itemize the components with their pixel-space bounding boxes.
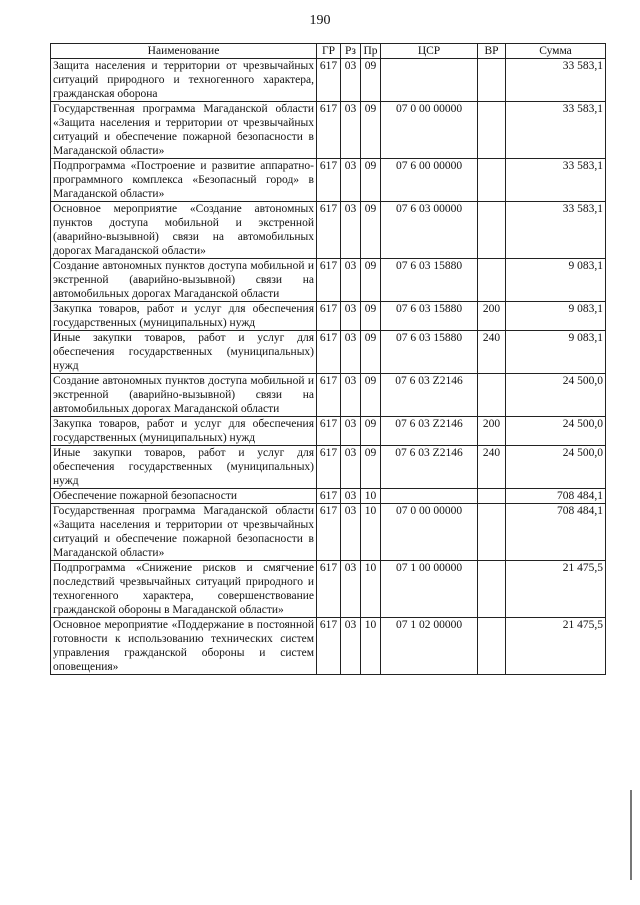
header-csr: ЦСР — [381, 44, 478, 59]
pr-cell: 10 — [361, 618, 381, 675]
sum-cell: 33 583,1 — [506, 159, 606, 202]
name-cell: Основное мероприятие «Создание автономных пунктов доступа мобильной и экстренной (аварийно-вызывной) связи на автомобильных дорогах Магаданской области» — [51, 202, 317, 259]
vr-cell — [478, 102, 506, 159]
csr-cell: 07 1 02 00000 — [381, 618, 478, 675]
rz-cell: 03 — [341, 374, 361, 417]
csr-cell: 07 1 00 00000 — [381, 561, 478, 618]
vr-cell: 200 — [478, 302, 506, 331]
csr-cell: 07 6 03 Z2146 — [381, 374, 478, 417]
sum-cell: 24 500,0 — [506, 446, 606, 489]
gr-cell: 617 — [317, 159, 341, 202]
csr-cell: 07 6 00 00000 — [381, 159, 478, 202]
pr-cell: 09 — [361, 302, 381, 331]
pr-cell: 09 — [361, 59, 381, 102]
pr-cell: 10 — [361, 489, 381, 504]
header-sum: Сумма — [506, 44, 606, 59]
vr-cell — [478, 618, 506, 675]
name-cell: Подпрограмма «Снижение рисков и смягчение последствий чрезвычайных ситуаций природного и техногенного характера, совершенствование гражданской обороны в Магаданской области» — [51, 561, 317, 618]
pr-cell: 09 — [361, 446, 381, 489]
rz-cell: 03 — [341, 202, 361, 259]
csr-cell: 07 6 03 15880 — [381, 331, 478, 374]
pr-cell: 10 — [361, 561, 381, 618]
table-row — [51, 202, 606, 259]
rz-cell: 03 — [341, 102, 361, 159]
pr-cell: 10 — [361, 504, 381, 561]
gr-cell: 617 — [317, 102, 341, 159]
vr-cell: 240 — [478, 331, 506, 374]
sum-cell: 9 083,1 — [506, 259, 606, 302]
csr-cell — [381, 59, 478, 102]
table-row — [51, 331, 606, 374]
vr-cell: 200 — [478, 417, 506, 446]
gr-cell: 617 — [317, 446, 341, 489]
pr-cell: 09 — [361, 102, 381, 159]
table-row — [51, 618, 606, 675]
sum-cell: 33 583,1 — [506, 102, 606, 159]
name-cell: Подпрограмма «Построение и развитие аппаратно-программного комплекса «Безопасный город» в Магаданской области» — [51, 159, 317, 202]
pr-cell: 09 — [361, 417, 381, 446]
table-row — [51, 102, 606, 159]
gr-cell: 617 — [317, 59, 341, 102]
budget-table — [50, 43, 606, 675]
rz-cell: 03 — [341, 561, 361, 618]
vr-cell: 240 — [478, 446, 506, 489]
sum-cell: 21 475,5 — [506, 618, 606, 675]
gr-cell: 617 — [317, 302, 341, 331]
pr-cell: 09 — [361, 202, 381, 259]
sum-cell: 21 475,5 — [506, 561, 606, 618]
header-name: Наименование — [51, 44, 317, 59]
sum-cell: 9 083,1 — [506, 331, 606, 374]
csr-cell: 07 6 03 00000 — [381, 202, 478, 259]
table-row — [51, 259, 606, 302]
gr-cell: 617 — [317, 489, 341, 504]
pr-cell: 09 — [361, 331, 381, 374]
rz-cell: 03 — [341, 446, 361, 489]
header-gr: ГР — [317, 44, 341, 59]
name-cell: Государственная программа Магаданской области «Защита населения и территории от чрезвычайных ситуаций и обеспечение пожарной безопасности в Магаданской области» — [51, 102, 317, 159]
name-cell: Обеспечение пожарной безопасности — [51, 489, 317, 504]
sum-cell: 24 500,0 — [506, 417, 606, 446]
sum-cell: 33 583,1 — [506, 202, 606, 259]
name-cell: Создание автономных пунктов доступа мобильной и экстренной (аварийно-вызывной) связи на автомобильных дорогах Магаданской области — [51, 259, 317, 302]
rz-cell: 03 — [341, 331, 361, 374]
table-header-row — [51, 44, 606, 59]
csr-cell: 07 6 03 Z2146 — [381, 446, 478, 489]
name-cell: Основное мероприятие «Поддержание в постоянной готовности к использованию технических систем управления гражданской обороны и систем оповещения» — [51, 618, 317, 675]
vr-cell — [478, 59, 506, 102]
header-pr: Пр — [361, 44, 381, 59]
gr-cell: 617 — [317, 504, 341, 561]
name-cell: Иные закупки товаров, работ и услуг для обеспечения государственных (муниципальных) нужд — [51, 446, 317, 489]
vr-cell — [478, 489, 506, 504]
gr-cell: 617 — [317, 561, 341, 618]
name-cell: Защита населения и территории от чрезвычайных ситуаций природного и техногенного характера, гражданская оборона — [51, 59, 317, 102]
csr-cell: 07 6 03 Z2146 — [381, 417, 478, 446]
table-row — [51, 59, 606, 102]
csr-cell — [381, 489, 478, 504]
sum-cell: 708 484,1 — [506, 504, 606, 561]
rz-cell: 03 — [341, 59, 361, 102]
name-cell: Закупка товаров, работ и услуг для обеспечения государственных (муниципальных) нужд — [51, 302, 317, 331]
vr-cell — [478, 259, 506, 302]
gr-cell: 617 — [317, 618, 341, 675]
sum-cell: 708 484,1 — [506, 489, 606, 504]
table-row — [51, 504, 606, 561]
gr-cell: 617 — [317, 259, 341, 302]
csr-cell: 07 0 00 00000 — [381, 504, 478, 561]
rz-cell: 03 — [341, 159, 361, 202]
gr-cell: 617 — [317, 374, 341, 417]
name-cell: Иные закупки товаров, работ и услуг для обеспечения государственных (муниципальных) нужд — [51, 331, 317, 374]
rz-cell: 03 — [341, 618, 361, 675]
vr-cell — [478, 504, 506, 561]
table-row — [51, 302, 606, 331]
csr-cell: 07 6 03 15880 — [381, 259, 478, 302]
table-row — [51, 159, 606, 202]
rz-cell: 03 — [341, 417, 361, 446]
name-cell: Закупка товаров, работ и услуг для обеспечения государственных (муниципальных) нужд — [51, 417, 317, 446]
rz-cell: 03 — [341, 259, 361, 302]
gr-cell: 617 — [317, 202, 341, 259]
name-cell: Создание автономных пунктов доступа мобильной и экстренной (аварийно-вызывной) связи на автомобильных дорогах Магаданской области — [51, 374, 317, 417]
gr-cell: 617 — [317, 331, 341, 374]
scan-edge-mark — [630, 790, 632, 880]
page-number: 190 — [309, 13, 331, 28]
vr-cell — [478, 374, 506, 417]
rz-cell: 03 — [341, 504, 361, 561]
vr-cell — [478, 561, 506, 618]
pr-cell: 09 — [361, 259, 381, 302]
table-row — [51, 489, 606, 504]
pr-cell: 09 — [361, 374, 381, 417]
sum-cell: 33 583,1 — [506, 59, 606, 102]
name-cell: Государственная программа Магаданской области «Защита населения и территории от чрезвычайных ситуаций и обеспечение пожарной безопасности в Магаданской области» — [51, 504, 317, 561]
table-row — [51, 446, 606, 489]
csr-cell: 07 0 00 00000 — [381, 102, 478, 159]
table-row — [51, 417, 606, 446]
csr-cell: 07 6 03 15880 — [381, 302, 478, 331]
vr-cell — [478, 159, 506, 202]
vr-cell — [478, 202, 506, 259]
header-rz: Рз — [341, 44, 361, 59]
table-row — [51, 561, 606, 618]
sum-cell: 9 083,1 — [506, 302, 606, 331]
table-row — [51, 374, 606, 417]
pr-cell: 09 — [361, 159, 381, 202]
gr-cell: 617 — [317, 417, 341, 446]
rz-cell: 03 — [341, 489, 361, 504]
header-vr: ВР — [478, 44, 506, 59]
sum-cell: 24 500,0 — [506, 374, 606, 417]
rz-cell: 03 — [341, 302, 361, 331]
